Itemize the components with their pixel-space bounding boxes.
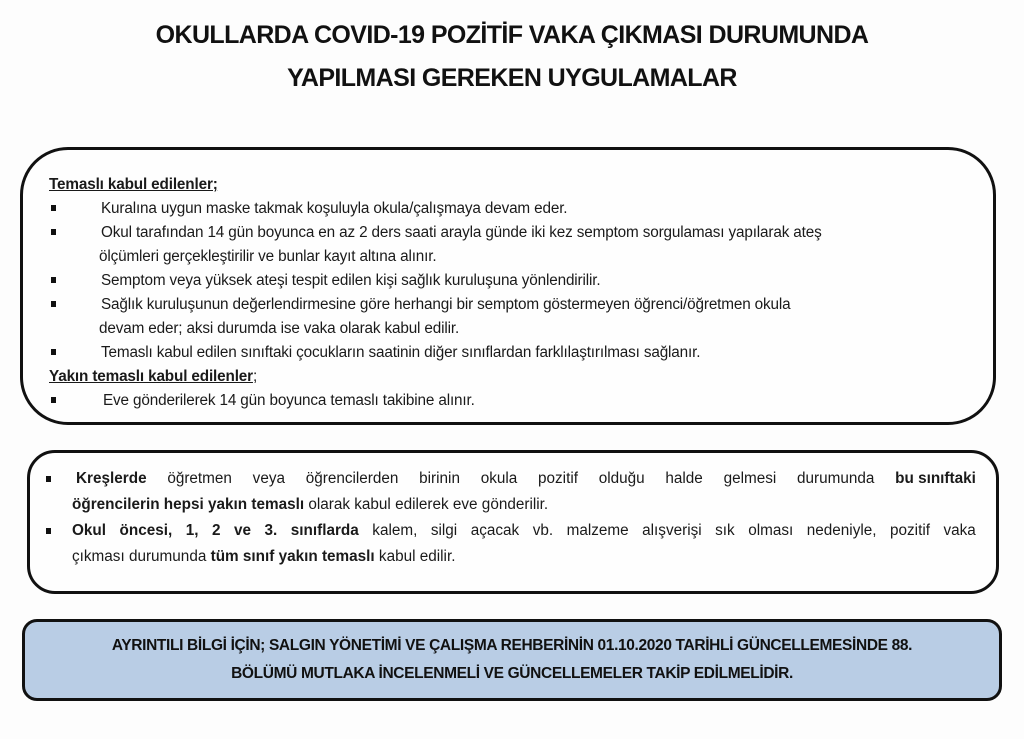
rule-word: kalem, (372, 522, 418, 539)
close-contacts-heading-row (49, 365, 973, 389)
list-item (49, 197, 973, 221)
square-bullet-icon (51, 293, 61, 317)
rule-word: silgi (430, 522, 458, 539)
rule-text: olarak kabul edilerek eve gönderilir. (308, 496, 549, 513)
rule-bold-text: öğrencilerin hepsi yakın temaslı (72, 496, 305, 513)
square-bullet-icon (51, 269, 61, 293)
rule-word: sık (715, 522, 735, 539)
rule-word: 3. (264, 522, 278, 539)
rule-item-early-grades (46, 518, 976, 570)
rule-word: olması (748, 522, 794, 539)
list-item (49, 341, 973, 365)
rule-line (72, 466, 976, 492)
rule-word: vb. (532, 522, 554, 539)
rule-word: gelmesi (723, 470, 777, 487)
list-item (49, 293, 973, 341)
list-item-text: Sağlık kuruluşunun değerlendirmesine göre herhangi bir semptom göstermeyen öğrenci/öğretmen okula (101, 296, 791, 313)
rule-word: veya (252, 470, 285, 487)
rule-word: Okul (72, 522, 106, 539)
rule-word: halde (665, 470, 703, 487)
rule-word: pozitif (538, 470, 578, 487)
rule-word: malzeme (566, 522, 629, 539)
rule-word: 2 (211, 522, 221, 539)
info-line-2: BÖLÜMÜ MUTLAKA İNCELENMELİ VE GÜNCELLEMELER TAKİP EDİLMELİDİR. (231, 665, 793, 682)
info-box (22, 619, 1002, 701)
rule-bold-text: Kreşlerde (76, 470, 147, 487)
rule-word: öğretmen (167, 470, 232, 487)
rule-line (72, 518, 976, 544)
square-bullet-icon (51, 221, 61, 245)
rule-line (72, 492, 976, 518)
rule-word: 1, (185, 522, 199, 539)
square-bullet-icon (51, 389, 61, 413)
rule-text: çıkması durumunda (72, 548, 207, 565)
rule-word: birinin (419, 470, 460, 487)
contacts-box (20, 147, 996, 425)
rule-word: ve (234, 522, 252, 539)
rules-box (27, 450, 999, 594)
rule-word: sınıflarda (290, 522, 359, 539)
list-item (49, 389, 973, 413)
rule-item-nursery (46, 466, 976, 518)
rule-word: öncesi, (119, 522, 173, 539)
rule-line (72, 544, 976, 570)
list-item-text: Temaslı kabul edilen sınıftaki çocukların saatinin diğer sınıflardan farklılaştırılması sağlanır. (101, 344, 701, 361)
info-line-1: AYRINTILI BİLGİ İÇİN; SALGIN YÖNETİMİ VE ÇALIŞMA REHBERİNİN 01.10.2020 TARİHLİ GÜNCELLEMESİNDE 88. (111, 637, 913, 654)
rule-word: olduğu (598, 470, 645, 487)
rule-word: alışverişi (642, 522, 702, 539)
rule-word: durumunda (797, 470, 875, 487)
list-item-text: Okul tarafından 14 gün boyunca en az 2 ders saati arayla günde iki kez semptom sorgulaması yapılarak ateş (101, 224, 822, 241)
rule-word: açacak (470, 522, 520, 539)
rule-word: nedeniyle, (806, 522, 877, 539)
list-item-text: Semptom veya yüksek ateşi tespit edilen kişi sağlık kuruluşuna yönlendirilir. (101, 272, 601, 289)
page-title (0, 14, 1024, 100)
rule-word: öğrencilerden (305, 470, 399, 487)
close-contacts-heading: Yakın temaslı kabul edilenler (49, 368, 253, 385)
rule-bold-text: bu sınıftaki (895, 470, 976, 487)
square-bullet-icon (46, 466, 51, 492)
list-item (49, 269, 973, 293)
square-bullet-icon (46, 518, 51, 544)
square-bullet-icon (51, 341, 61, 365)
list-item-text-continued: ölçümleri gerçekleştirilir ve bunlar kayıt altına alınır. (99, 248, 437, 265)
rule-bold-text: tüm sınıf yakın temaslı (210, 548, 375, 565)
title-line-2: YAPILMASI GEREKEN UYGULAMALAR (287, 64, 737, 92)
rule-word: vaka (943, 522, 976, 539)
rule-word: pozitif (890, 522, 930, 539)
list-item-text-continued: devam eder; aksi durumda ise vaka olarak kabul edilir. (99, 320, 460, 337)
list-item-text: Eve gönderilerek 14 gün boyunca temaslı takibine alınır. (103, 392, 475, 409)
close-contacts-heading-suffix: ; (252, 368, 258, 385)
contacts-heading: Temaslı kabul edilenler; (49, 176, 218, 193)
title-line-1: OKULLARDA COVID-19 POZİTİF VAKA ÇIKMASI DURUMUNDA (155, 21, 869, 49)
rule-word: okula (480, 470, 518, 487)
list-item-text: Kuralına uygun maske takmak koşuluyla okula/çalışmaya devam eder. (101, 200, 568, 217)
list-item (49, 221, 973, 269)
square-bullet-icon (51, 197, 61, 221)
rule-text: kabul edilir. (378, 548, 456, 565)
